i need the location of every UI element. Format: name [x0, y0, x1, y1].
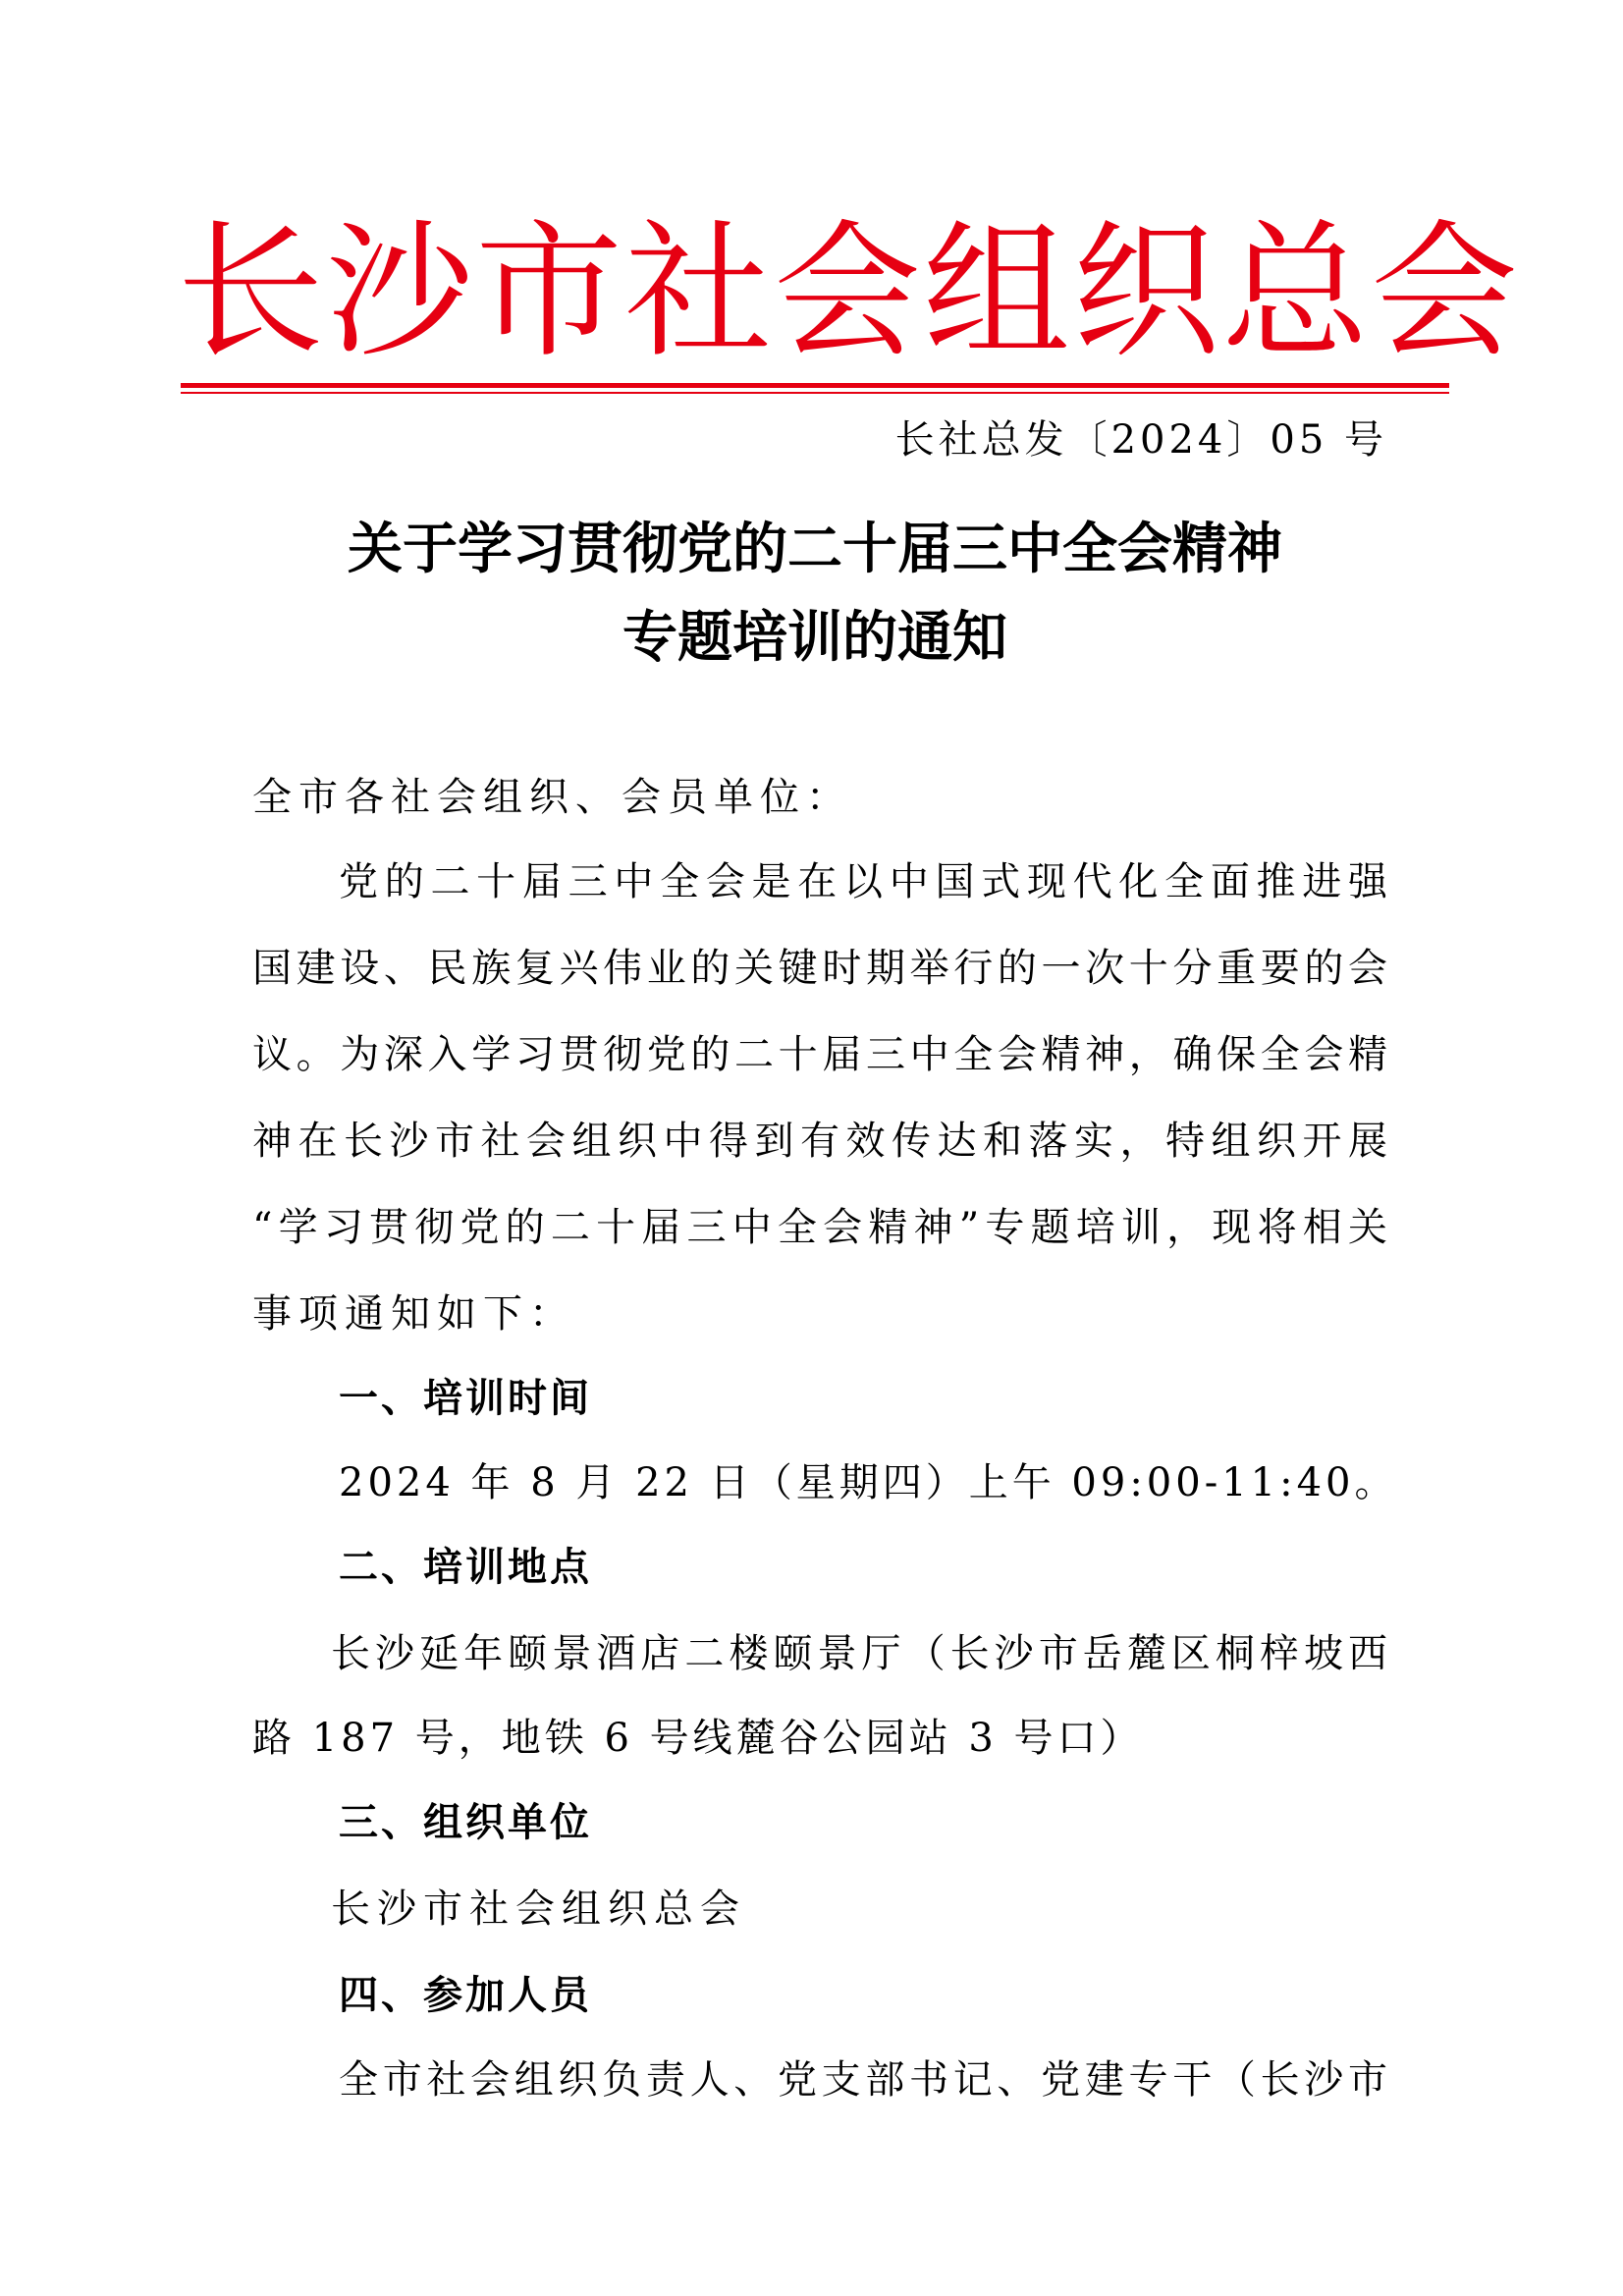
document-title-line-2: 专题培训的通知: [622, 606, 1007, 670]
section-line: 长沙市社会组织总会: [331, 1886, 746, 1932]
section-heading: 二、培训地点: [339, 1545, 592, 1590]
salutation: 全市各社会组织、会员单位：: [252, 775, 852, 820]
section-line: 长沙延年颐景酒店二楼颐景厅（长沙市岳麓区桐梓坡西: [331, 1631, 1387, 1676]
document-number: 长社总发〔2024〕05 号: [894, 417, 1387, 463]
intro-line: 神在长沙市社会组织中得到有效传达和落实，特组织开展: [252, 1119, 1387, 1164]
intro-line: “学习贯彻党的二十届三中全会精神”专题培训，现将相关: [252, 1205, 1387, 1250]
letterhead-divider-thin: [181, 392, 1449, 394]
section-heading: 一、培训时间: [339, 1376, 592, 1421]
intro-line: 党的二十届三中全会是在以中国式现代化全面推进强: [339, 859, 1387, 904]
section-line: 路 187 号，地铁 6 号线麓谷公园站 3 号口）: [252, 1716, 1144, 1761]
section-line: 2024 年 8 月 22 日（星期四）上午 09:00-11:40。: [339, 1460, 1398, 1505]
section-heading: 四、参加人员: [339, 1973, 592, 2018]
intro-line: 国建设、民族复兴伟业的关键时期举行的一次十分重要的会: [252, 946, 1387, 991]
intro-line: 事项通知如下：: [252, 1291, 575, 1337]
intro-line: 议。为深入学习贯彻党的二十届三中全会精神，确保全会精: [252, 1032, 1387, 1077]
letterhead-org-name: 长沙市社会组织总会: [177, 207, 1521, 378]
document-title-line-1: 关于学习贯彻党的二十届三中全会精神: [348, 518, 1282, 581]
section-heading: 三、组织单位: [339, 1800, 592, 1845]
letterhead-divider-thick: [181, 383, 1449, 388]
section-line: 全市社会组织负责人、党支部书记、党建专干（长沙市: [339, 2057, 1387, 2103]
